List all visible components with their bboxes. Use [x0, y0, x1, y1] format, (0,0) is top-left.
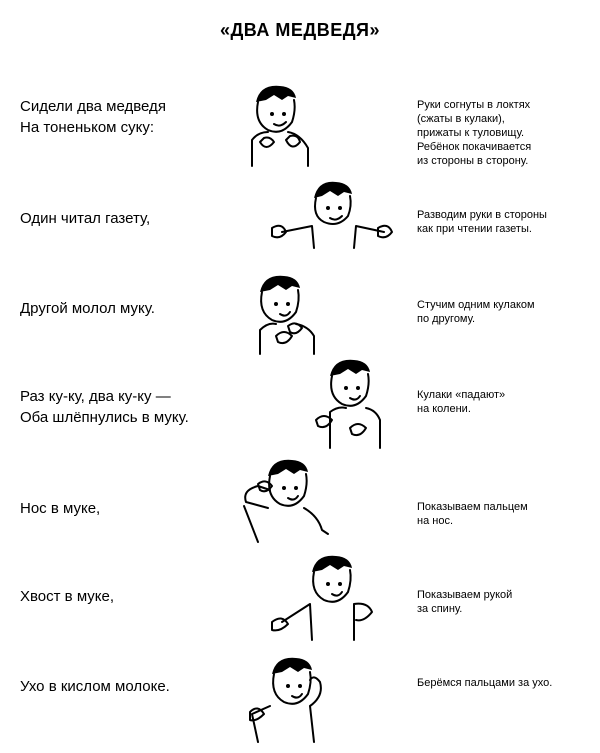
verse-2: Один читал газету, — [20, 210, 151, 227]
boy-holding-ear-icon — [244, 652, 344, 749]
verse-5: Нос в муке, — [20, 500, 101, 517]
instruction-1: Руки согнуты в локтях (сжаты в кулаки), прижаты к туловищу. Ребёнок покачивается из стороны в сторону. — [417, 99, 532, 167]
boy-hand-behind-back-icon — [268, 552, 396, 647]
boy-pointing-nose-icon — [238, 454, 330, 549]
verse-4: Раз ку-ку, два ку-ку — Оба шлёпнулись в муку. — [20, 388, 189, 426]
boy-fists-on-knees-icon — [310, 354, 390, 455]
verse-3: Другой молол муку. — [20, 300, 155, 317]
boy-fists-at-chest-icon — [238, 78, 328, 173]
verse-1: Сидели два медведя На тоненьком суку: — [20, 98, 166, 136]
boy-fists-knocking-icon — [250, 270, 330, 361]
instruction-6: Показываем рукой за спину. — [417, 589, 513, 615]
instruction-7: Берёмся пальцами за ухо. — [417, 677, 553, 689]
page-title: «ДВА МЕДВЕДЯ» — [219, 20, 381, 40]
instruction-3: Стучим одним кулаком по другому. — [417, 299, 535, 325]
instruction-5: Показываем пальцем на нос. — [417, 501, 528, 527]
boy-arms-spread-icon — [266, 178, 396, 255]
instruction-4: Кулаки «падают» на колени. — [417, 389, 506, 415]
verse-7: Ухо в кислом молоке. — [20, 678, 170, 695]
instruction-2: Разводим руки в стороны как при чтении газеты. — [417, 209, 547, 235]
verse-6: Хвост в муке, — [20, 588, 115, 605]
